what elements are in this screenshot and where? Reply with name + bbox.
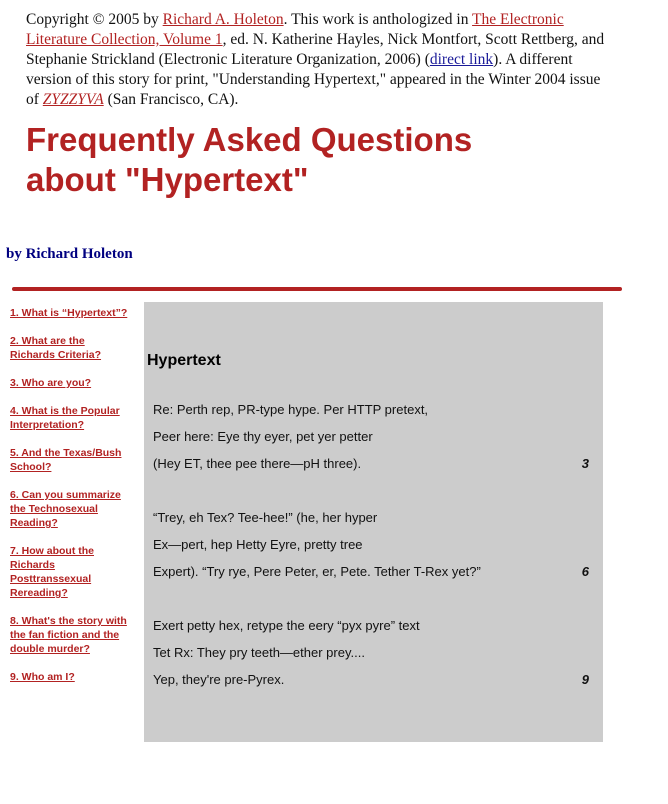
collection-link[interactable]: The Electronic Literature Collection, Volume 1 bbox=[26, 11, 564, 48]
poem-line bbox=[153, 450, 593, 477]
toc-item bbox=[10, 544, 130, 600]
toc-link-8[interactable]: 8. What's the story with the fan fiction and the double murder? bbox=[10, 615, 127, 655]
poem-line-text: Re: Perth rep, PR-type hype. Per HTTP pretext, bbox=[153, 402, 429, 417]
toc-item bbox=[10, 334, 130, 362]
version-text: ). A different version of this story for print, "Understanding Hypertext," appeared in the Winter 2004 issue of bbox=[26, 51, 601, 108]
poem-line-text: Tet Rx: They pry teeth—ether prey.... bbox=[153, 645, 365, 660]
toc-link-4[interactable]: 4. What is the Popular Interpretation? bbox=[10, 405, 120, 431]
poem-line-text: (Hey ET, thee pee there—pH three). bbox=[153, 456, 362, 471]
poem-line-text: Exert petty hex, retype the eery “pyx pyre” text bbox=[153, 618, 420, 633]
stanza-1 bbox=[153, 396, 593, 477]
magazine-name: ZYZZYVA bbox=[42, 91, 104, 108]
title-line-1: Frequently Asked Questions bbox=[26, 121, 473, 158]
direct-link[interactable]: direct link bbox=[429, 51, 494, 68]
poem-line-text: Peer here: Eye thy eyer, pet yer petter bbox=[153, 429, 373, 444]
poem-line bbox=[153, 423, 593, 450]
page-title bbox=[26, 120, 626, 200]
anthologized-text: . This work is anthologized in bbox=[283, 11, 473, 28]
copyright-notice bbox=[26, 10, 606, 110]
toc-link-5[interactable]: 5. And the Texas/Bush School? bbox=[10, 447, 122, 473]
poem-heading: Hypertext bbox=[147, 352, 221, 369]
toc-item bbox=[10, 488, 130, 530]
toc-link-1[interactable]: 1. What is “Hypertext”? bbox=[10, 307, 128, 319]
stanza-2 bbox=[153, 504, 593, 585]
toc-item bbox=[10, 306, 130, 320]
poem-line-text: Yep, they're pre-Pyrex. bbox=[153, 672, 285, 687]
poem-line-text: Expert). “Try rye, Pere Peter, er, Pete. Tether T-Rex yet?” bbox=[153, 564, 481, 579]
divider-rule bbox=[12, 287, 622, 291]
copyright-prefix: Copyright © 2005 by bbox=[26, 11, 163, 28]
poem-line bbox=[153, 504, 593, 531]
poem-line-text: “Trey, eh Tex? Tee-hee!” (he, her hyper bbox=[153, 510, 378, 525]
toc-link-7[interactable]: 7. How about the Richards Posttranssexual Rereading? bbox=[10, 545, 94, 599]
toc-link-6[interactable]: 6. Can you summarize the Technosexual Reading? bbox=[10, 489, 121, 529]
line-number: 9 bbox=[581, 672, 589, 687]
toc-item bbox=[10, 670, 130, 684]
copyright-suffix: (San Francisco, CA). bbox=[103, 91, 239, 108]
toc-item bbox=[10, 404, 130, 432]
magazine-link[interactable] bbox=[43, 91, 104, 108]
hypertext-poem-panel bbox=[144, 302, 603, 742]
author-link[interactable]: Richard A. Holeton bbox=[162, 11, 284, 28]
line-number: 3 bbox=[581, 456, 589, 471]
poem-line bbox=[153, 396, 593, 423]
stanza-3 bbox=[153, 612, 593, 693]
poem-line bbox=[153, 612, 593, 639]
byline: by Richard Holeton bbox=[6, 246, 133, 262]
toc-item bbox=[10, 614, 130, 656]
faq-table-of-contents bbox=[10, 306, 130, 698]
poem-line bbox=[153, 531, 593, 558]
line-number: 6 bbox=[581, 564, 589, 579]
toc-item bbox=[10, 446, 130, 474]
toc-link-9[interactable]: 9. Who am I? bbox=[10, 671, 75, 683]
title-line-2: about "Hypertext" bbox=[26, 161, 309, 198]
toc-link-3[interactable]: 3. Who are you? bbox=[10, 377, 92, 389]
poem-line-text: Ex—pert, hep Hetty Eyre, pretty tree bbox=[153, 537, 363, 552]
poem-line bbox=[153, 558, 593, 585]
toc-link-2[interactable]: 2. What are the Richards Criteria? bbox=[10, 335, 102, 361]
poem-line bbox=[153, 666, 593, 693]
editors-text: , ed. N. Katherine Hayles, Nick Montfort, Scott Rettberg, and Stephanie Strickland (Electronic Literature Organization, 2006) ( bbox=[26, 31, 605, 68]
poem-line bbox=[153, 639, 593, 666]
toc-item bbox=[10, 376, 130, 390]
